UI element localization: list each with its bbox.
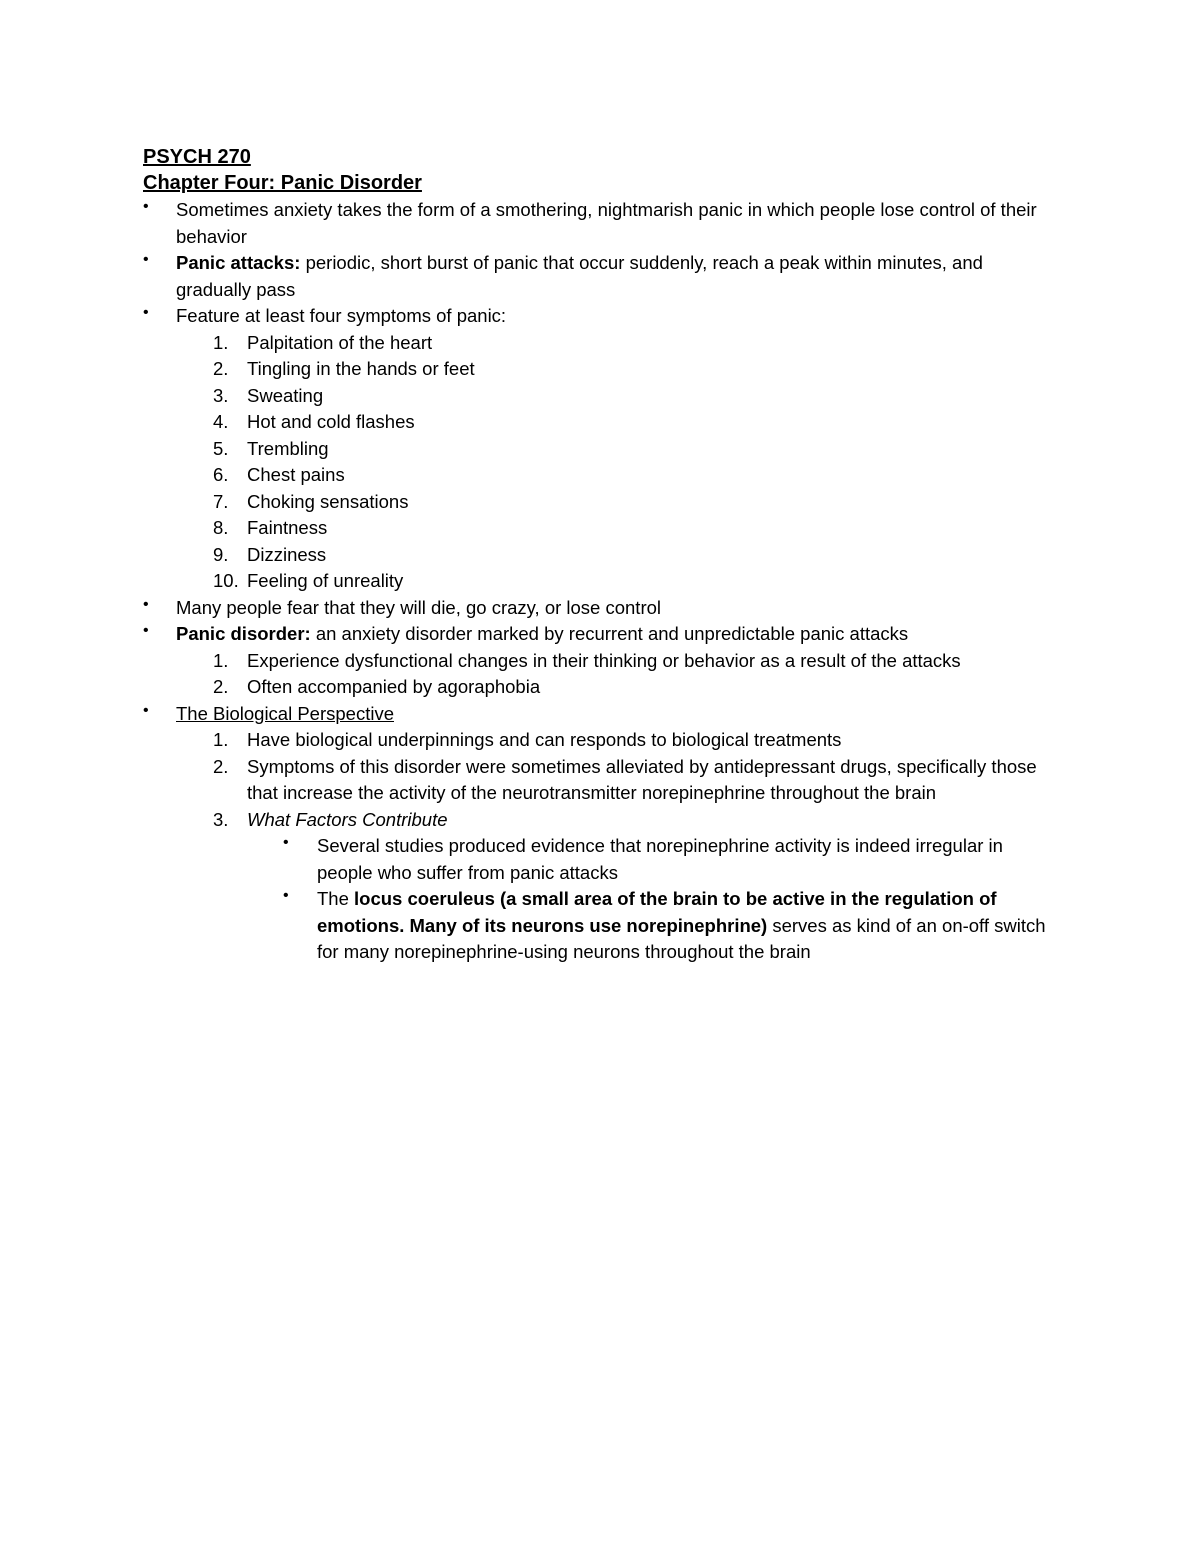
bullet-icon: • [283, 834, 289, 851]
list-number: 8. [213, 517, 229, 538]
bullet-text: Sometimes anxiety takes the form of a smothering, nightmarish panic in which people lose control of their behavior [176, 199, 1037, 247]
symptom-item [143, 330, 1063, 357]
list-number: 4. [213, 411, 229, 432]
section-heading-biological: The Biological Perspective [176, 702, 394, 724]
bullet-icon: • [143, 198, 149, 215]
list-number: 3. [213, 384, 229, 406]
bullet-item [143, 595, 1063, 622]
list-number: 1. [213, 649, 229, 671]
list-item-text: Often accompanied by agoraphobia [247, 676, 541, 697]
bullet-text: Many people fear that they will die, go crazy, or lose control [176, 596, 662, 618]
list-number: 10. [213, 570, 239, 591]
bullet-text: Feature at least four symptoms of panic: [176, 305, 507, 326]
symptom-text: Chest pains [247, 464, 345, 485]
list-number: 5. [213, 437, 229, 459]
sub-bullet-item [143, 886, 1063, 966]
bullet-icon: • [143, 595, 149, 613]
list-item [143, 648, 1063, 675]
bullet-item [143, 303, 1063, 330]
bullet-icon: • [143, 622, 149, 639]
bullet-text: periodic, short burst of panic that occur suddenly, reach a peak within minutes, and gradually pass [176, 252, 983, 300]
symptom-text: Faintness [247, 517, 328, 538]
symptom-list [143, 330, 1063, 595]
bullet-text: Several studies produced evidence that norepinephrine activity is indeed irregular in people who suffer from panic attacks [317, 835, 1003, 883]
list-item [143, 754, 1063, 807]
symptom-item [143, 489, 1063, 516]
bullet-text: an anxiety disorder marked by recurrent and unpredictable panic attacks [310, 623, 909, 644]
list-item-text: Symptoms of this disorder were sometimes alleviated by antidepressant drugs, specifically those that increase the activity of the neurotransmitter norepinephrine throughout the brain [247, 755, 1037, 803]
symptom-text: Sweating [247, 384, 324, 406]
term-panic-attacks: Panic attacks: [176, 252, 301, 273]
list-number: 2. [213, 755, 229, 777]
list-number: 7. [213, 490, 229, 512]
list-item [143, 727, 1063, 754]
bullet-text-pre: The [317, 888, 355, 909]
symptom-item [143, 542, 1063, 569]
symptom-item [143, 462, 1063, 489]
list-number: 1. [213, 729, 229, 750]
bullet-icon: • [143, 304, 149, 321]
panic-disorder-list [143, 648, 1063, 701]
symptom-item [143, 356, 1063, 383]
symptom-item [143, 409, 1063, 436]
symptom-text: Hot and cold flashes [247, 411, 415, 432]
list-number: 2. [213, 676, 229, 697]
list-number: 3. [213, 808, 229, 830]
symptom-item [143, 383, 1063, 410]
symptom-item [143, 515, 1063, 542]
symptom-item [143, 436, 1063, 463]
biological-list [143, 727, 1063, 833]
bullet-icon: • [143, 251, 149, 268]
list-number: 2. [213, 358, 229, 379]
term-panic-disorder: Panic disorder: [176, 623, 311, 644]
symptom-text: Trembling [247, 437, 329, 459]
course-title: PSYCH 270 [143, 146, 251, 168]
symptom-text: Tingling in the hands or feet [247, 358, 475, 379]
chapter-title: Chapter Four: Panic Disorder [143, 172, 422, 194]
list-item [143, 807, 1063, 834]
bullet-item [143, 250, 1063, 303]
symptom-text: Choking sensations [247, 490, 409, 512]
symptom-text: Feeling of unreality [247, 570, 404, 591]
symptom-text: Palpitation of the heart [247, 331, 433, 353]
list-item-text: Experience dysfunctional changes in their thinking or behavior as a result of the attacks [247, 649, 961, 671]
bullet-icon: • [283, 887, 289, 904]
list-item-text: Have biological underpinnings and can responds to biological treatments [247, 729, 842, 750]
symptom-item [143, 568, 1063, 595]
list-number: 6. [213, 464, 229, 485]
bullet-item [143, 621, 1063, 648]
document-content [143, 144, 1063, 966]
list-item-text: What Factors Contribute [247, 808, 448, 830]
bullet-item [143, 197, 1063, 250]
bullet-text-post: serves as kind of an on-off switch for many norepinephrine-using neurons throughout the brain [317, 914, 1046, 962]
list-item [143, 674, 1063, 701]
symptom-text: Dizziness [247, 543, 327, 565]
sub-bullet-item [143, 833, 1063, 886]
list-number: 1. [213, 331, 229, 353]
list-number: 9. [213, 543, 229, 565]
term-locus-coeruleus: locus coeruleus (a small area of the brain to be active in the regulation of emotions. Many of its neurons use norepinephrine) [317, 888, 997, 936]
bullet-icon: • [143, 701, 149, 719]
bullet-item [143, 701, 1063, 728]
